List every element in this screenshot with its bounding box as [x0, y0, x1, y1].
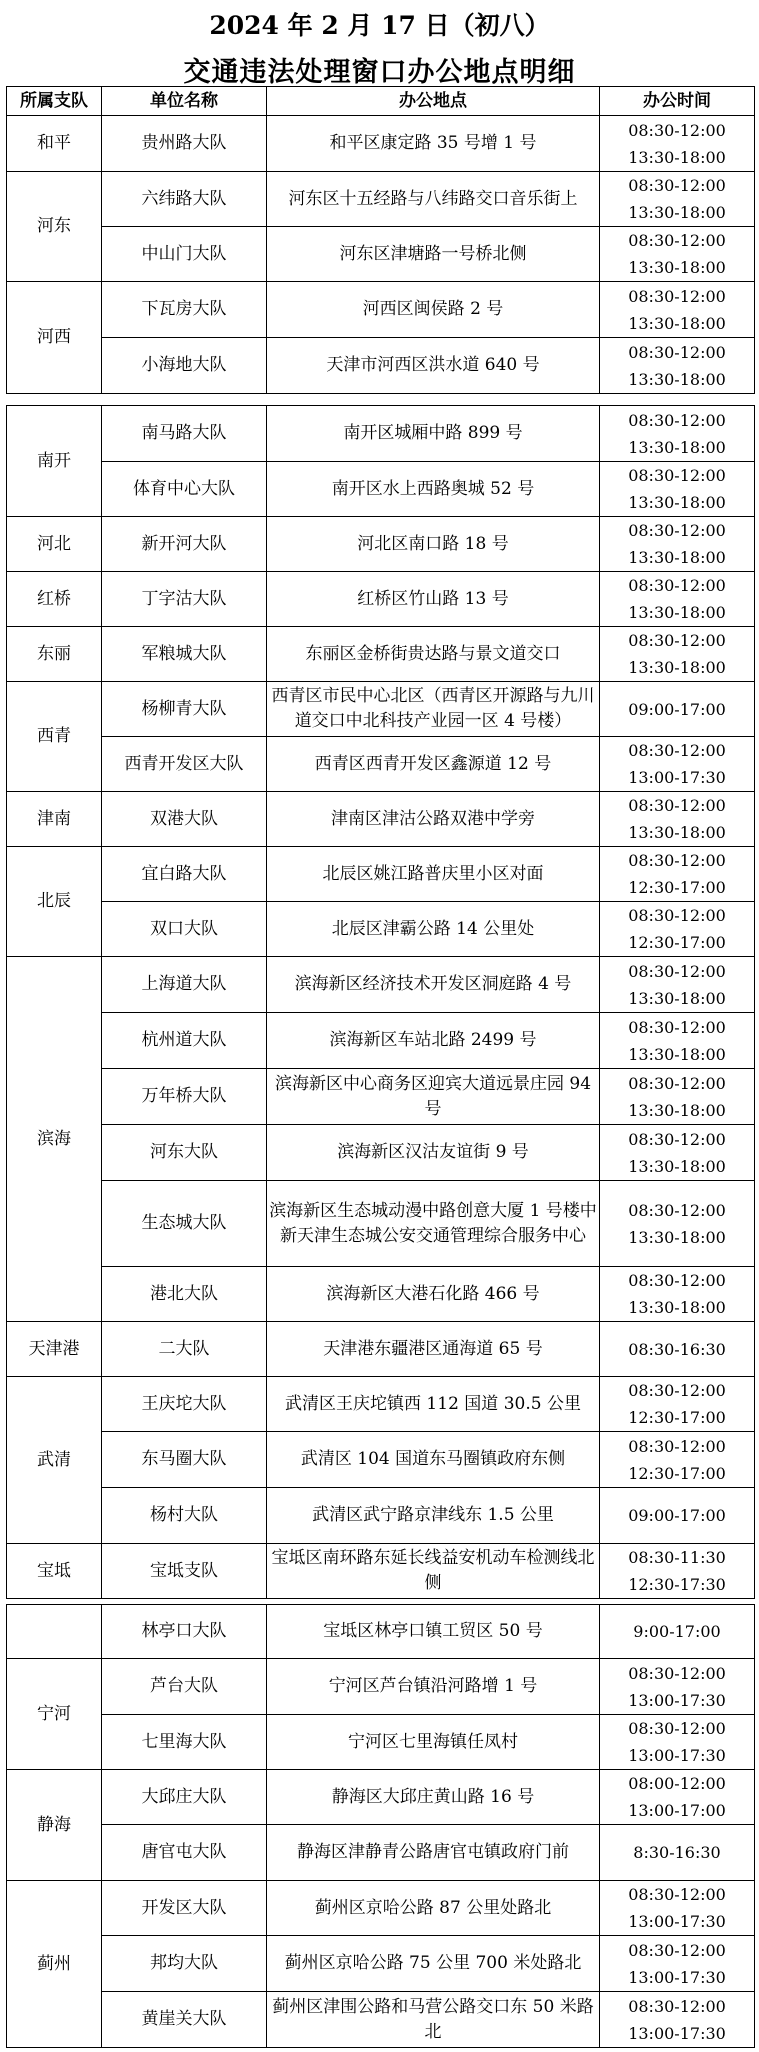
table-row: [7, 227, 755, 282]
address-cell: 滨海新区大港石化路 466 号: [267, 1267, 600, 1322]
district-cell: 北辰: [7, 847, 102, 957]
table-row: [7, 116, 755, 172]
time-line: 12:30-17:00: [628, 1463, 726, 1483]
table-row: [7, 902, 755, 957]
time-line: 12:30-17:00: [628, 933, 726, 952]
time-line: 13:30-18:00: [628, 1100, 726, 1120]
time-line: 13:30-18:00: [628, 603, 726, 622]
unit-cell: 万年桥大队: [102, 1069, 267, 1125]
table-row: [7, 338, 755, 394]
address-cell: 西青区西青开发区鑫源道 12 号: [267, 737, 600, 792]
district-cell: 河西: [7, 282, 102, 394]
address-cell: 静海区大邱庄黄山路 16 号: [267, 1770, 600, 1825]
unit-cell: 邦均大队: [102, 1936, 267, 1992]
address-cell: 河北区南口路 18 号: [267, 517, 600, 572]
time-cell: [600, 172, 755, 227]
time-line: 13:30-18:00: [628, 1298, 726, 1317]
office-table-part-2: [6, 405, 755, 1599]
address-cell: 北辰区姚江路普庆里小区对面: [267, 847, 600, 902]
address-cell: 天津港东疆港区通海道 65 号: [267, 1322, 600, 1377]
unit-cell: 开发区大队: [102, 1881, 267, 1936]
unit-cell: 东马圈大队: [102, 1432, 267, 1488]
time-cell: [600, 1544, 755, 1599]
table-row: [7, 1013, 755, 1069]
time-cell: [600, 792, 755, 847]
table-body: [7, 116, 755, 394]
time-line: 13:00-17:30: [628, 1967, 726, 1987]
time-line: 08:30-12:00: [628, 1436, 726, 1456]
unit-cell: 新开河大队: [102, 517, 267, 572]
time-line: 13:00-17:30: [628, 1912, 726, 1931]
time-line: 9:00-17:00: [633, 1622, 721, 1641]
office-table-part-1: [6, 86, 755, 394]
time-line: 13:30-18:00: [628, 437, 726, 457]
unit-cell: 杨村大队: [102, 1488, 267, 1544]
time-cell: [600, 1488, 755, 1544]
time-cell: [600, 902, 755, 957]
time-line: 13:00-17:00: [628, 1801, 726, 1820]
page-title: 交通违法处理窗口办公地点明细: [183, 57, 576, 88]
unit-cell: 宝坻支队: [102, 1544, 267, 1599]
address-cell: 津南区津沽公路双港中学旁: [267, 792, 600, 847]
time-cell: [600, 338, 755, 394]
address-cell: 静海区津静青公路唐官屯镇政府门前: [267, 1825, 600, 1881]
time-line: 08:30-12:00: [628, 231, 726, 250]
district-cell: 津南: [7, 792, 102, 847]
address-cell: 武清区武宁路京津线东 1.5 公里: [267, 1488, 600, 1544]
district-cell: 蓟州: [7, 1881, 102, 2048]
table-row: [7, 282, 755, 338]
table-row: [7, 1322, 755, 1377]
time-cell: [600, 1432, 755, 1488]
unit-cell: 唐官屯大队: [102, 1825, 267, 1881]
address-cell: 宁河区芦台镇沿河路增 1 号: [267, 1659, 600, 1715]
time-line: 08:30-12:00: [628, 961, 726, 981]
time-cell: [600, 1377, 755, 1432]
unit-cell: 丁字沽大队: [102, 572, 267, 627]
table-row: [7, 957, 755, 1013]
district-cell: 滨海: [7, 957, 102, 1322]
unit-cell: 双港大队: [102, 792, 267, 847]
address-cell: 蓟州区京哈公路 75 公里 700 米处路北: [267, 1936, 600, 1992]
time-cell: [600, 737, 755, 792]
time-cell: [600, 1322, 755, 1377]
time-line: 08:30-12:00: [628, 1719, 726, 1738]
time-line: 08:30-12:00: [628, 342, 726, 362]
time-cell: [600, 406, 755, 462]
address-cell: 蓟州区津围公路和马营公路交口东 50 米路北: [267, 1992, 600, 2048]
address-cell: 河东区津塘路一号桥北侧: [267, 227, 600, 282]
header-time: 办公时间: [600, 87, 755, 116]
district-cell: 河东: [7, 172, 102, 282]
time-cell: [600, 1936, 755, 1992]
time-cell: [600, 1069, 755, 1125]
time-cell: [600, 627, 755, 682]
time-cell: [600, 517, 755, 572]
address-cell: 宁河区七里海镇任凤村: [267, 1715, 600, 1770]
time-line: 12:30-17:30: [628, 1575, 726, 1594]
address-cell: 蓟州区京哈公路 87 公里处路北: [267, 1881, 600, 1936]
time-line: 13:30-18:00: [628, 658, 726, 677]
time-cell: [600, 1770, 755, 1825]
time-line: 13:30-18:00: [628, 493, 726, 512]
unit-cell: 体育中心大队: [102, 462, 267, 517]
time-line: 13:30-18:00: [628, 203, 726, 222]
time-line: 13:00-17:30: [628, 1746, 726, 1765]
time-line: 12:30-17:00: [628, 878, 726, 897]
table-row: [7, 847, 755, 902]
table-row: [7, 1659, 755, 1715]
unit-cell: 生态城大队: [102, 1181, 267, 1267]
time-line: 13:30-18:00: [628, 1044, 726, 1064]
time-cell: [600, 116, 755, 172]
district-cell: 天津港: [7, 1322, 102, 1377]
table-row: [7, 1605, 755, 1659]
time-line: 08:30-11:30: [628, 1548, 726, 1567]
table-row: [7, 572, 755, 627]
district-cell: 宝坻: [7, 1544, 102, 1599]
time-line: 08:30-12:00: [628, 631, 726, 650]
table-body: [7, 406, 755, 1599]
time-line: 13:00-17:30: [628, 2023, 726, 2043]
time-line: 08:30-12:00: [628, 1271, 726, 1290]
address-cell: 北辰区津霸公路 14 公里处: [267, 902, 600, 957]
time-cell: [600, 1881, 755, 1936]
table-row: [7, 517, 755, 572]
table-body: [7, 1605, 755, 2048]
table-row: [7, 172, 755, 227]
time-line: 08:30-12:00: [628, 1017, 726, 1037]
time-line: 13:30-18:00: [628, 369, 726, 389]
time-line: 13:30-18:00: [628, 548, 726, 567]
unit-cell: 上海道大队: [102, 957, 267, 1013]
address-cell: 天津市河西区洪水道 640 号: [267, 338, 600, 394]
unit-cell: 杭州道大队: [102, 1013, 267, 1069]
time-line: 8:30-16:30: [633, 1843, 721, 1862]
address-cell: 滨海新区中心商务区迎宾大道远景庄园 94 号: [267, 1069, 600, 1125]
address-cell: 西青区市民中心北区（西青区开源路与九川道交口中北科技产业园一区 4 号楼）: [267, 682, 600, 737]
table-row: [7, 1267, 755, 1322]
table-row: [7, 1432, 755, 1488]
time-line: 08:30-12:00: [628, 741, 726, 760]
time-line: 13:30-18:00: [628, 313, 726, 333]
address-cell: 南开区城厢中路 899 号: [267, 406, 600, 462]
address-cell: 东丽区金桥街贵达路与景文道交口: [267, 627, 600, 682]
time-line: 08:30-12:00: [628, 1996, 726, 2016]
time-cell: [600, 227, 755, 282]
unit-cell: 港北大队: [102, 1267, 267, 1322]
time-line: 08:30-12:00: [628, 576, 726, 595]
time-cell: [600, 682, 755, 737]
unit-cell: 西青开发区大队: [102, 737, 267, 792]
table-row: [7, 792, 755, 847]
table-row: [7, 1544, 755, 1599]
time-line: 08:30-12:00: [628, 1381, 726, 1400]
time-line: 08:30-12:00: [628, 1663, 726, 1683]
time-line: 08:00-12:00: [628, 1774, 726, 1793]
table-row: [7, 627, 755, 682]
time-cell: [600, 847, 755, 902]
unit-cell: 林亭口大队: [102, 1605, 267, 1659]
unit-cell: 河东大队: [102, 1125, 267, 1181]
table-row: [7, 1936, 755, 1992]
time-line: 08:30-12:00: [628, 466, 726, 485]
time-cell: [600, 1992, 755, 2048]
header-unit: 单位名称: [102, 87, 267, 116]
table-row: [7, 1825, 755, 1881]
table-row: [7, 1125, 755, 1181]
address-cell: 滨海新区汉沽友谊街 9 号: [267, 1125, 600, 1181]
unit-cell: 杨柳青大队: [102, 682, 267, 737]
time-line: 13:00-17:30: [628, 768, 726, 787]
time-line: 13:30-18:00: [628, 1227, 726, 1247]
time-line: 12:30-17:00: [628, 1408, 726, 1427]
address-cell: 滨海新区经济技术开发区洞庭路 4 号: [267, 957, 600, 1013]
table-row: [7, 1181, 755, 1267]
time-line: 13:30-18:00: [628, 823, 726, 842]
time-cell: [600, 1267, 755, 1322]
unit-cell: 下瓦房大队: [102, 282, 267, 338]
table-row: [7, 406, 755, 462]
date-title: 2024 年 2 月 17 日（初八）: [209, 11, 550, 40]
table-row: [7, 1069, 755, 1125]
address-cell: 河东区十五经路与八纬路交口音乐街上: [267, 172, 600, 227]
table-header-row: [7, 87, 755, 116]
header-address: 办公地点: [267, 87, 600, 116]
table-row: [7, 1715, 755, 1770]
unit-cell: 宜白路大队: [102, 847, 267, 902]
table-row: [7, 1377, 755, 1432]
unit-cell: 大邱庄大队: [102, 1770, 267, 1825]
header-district: 所属支队: [7, 87, 102, 116]
time-line: 13:30-18:00: [628, 258, 726, 277]
address-cell: 南开区水上西路奥城 52 号: [267, 462, 600, 517]
district-cell: 和平: [7, 116, 102, 172]
time-line: 09:00-17:00: [628, 699, 726, 719]
time-cell: [600, 1605, 755, 1659]
time-line: 08:30-12:00: [628, 120, 726, 140]
district-cell: 西青: [7, 682, 102, 792]
address-cell: 宝坻区南环路东延长线益安机动车检测线北侧: [267, 1544, 600, 1599]
time-line: 08:30-12:00: [628, 286, 726, 306]
unit-cell: 南马路大队: [102, 406, 267, 462]
time-line: 13:00-17:30: [628, 1690, 726, 1710]
time-cell: [600, 1825, 755, 1881]
unit-cell: 王庆坨大队: [102, 1377, 267, 1432]
time-line: 08:30-16:30: [628, 1339, 726, 1359]
address-cell: 和平区康定路 35 号增 1 号: [267, 116, 600, 172]
time-cell: [600, 1125, 755, 1181]
time-line: 13:30-18:00: [628, 1156, 726, 1176]
address-cell: 河西区闽侯路 2 号: [267, 282, 600, 338]
table-row: [7, 1881, 755, 1936]
time-line: 08:30-12:00: [628, 796, 726, 815]
time-line: 08:30-12:00: [628, 1200, 726, 1220]
table-row: [7, 1992, 755, 2048]
unit-cell: 中山门大队: [102, 227, 267, 282]
office-table-part-3: [6, 1604, 755, 2048]
address-cell: 红桥区竹山路 13 号: [267, 572, 600, 627]
district-cell: 武清: [7, 1377, 102, 1544]
time-line: 08:30-12:00: [628, 1073, 726, 1093]
district-cell: 宁河: [7, 1659, 102, 1770]
time-line: 08:30-12:00: [628, 851, 726, 870]
unit-cell: 七里海大队: [102, 1715, 267, 1770]
table-row: [7, 462, 755, 517]
address-cell: 宝坻区林亭口镇工贸区 50 号: [267, 1605, 600, 1659]
address-cell: 滨海新区车站北路 2499 号: [267, 1013, 600, 1069]
unit-cell: 二大队: [102, 1322, 267, 1377]
time-cell: [600, 1715, 755, 1770]
time-cell: [600, 572, 755, 627]
address-cell: 武清区王庆坨镇西 112 国道 30.5 公里: [267, 1377, 600, 1432]
unit-cell: 芦台大队: [102, 1659, 267, 1715]
time-line: 08:30-12:00: [628, 1885, 726, 1904]
address-cell: 武清区 104 国道东马圈镇政府东侧: [267, 1432, 600, 1488]
time-cell: [600, 957, 755, 1013]
time-line: 13:30-18:00: [628, 147, 726, 167]
time-line: 08:30-12:00: [628, 410, 726, 430]
time-cell: [600, 1013, 755, 1069]
district-cell: 河北: [7, 517, 102, 572]
time-line: 08:30-12:00: [628, 906, 726, 925]
time-line: 08:30-12:00: [628, 176, 726, 195]
unit-cell: 小海地大队: [102, 338, 267, 394]
unit-cell: 贵州路大队: [102, 116, 267, 172]
table-row: [7, 1770, 755, 1825]
time-line: 08:30-12:00: [628, 521, 726, 540]
district-cell: 东丽: [7, 627, 102, 682]
time-cell: [600, 282, 755, 338]
unit-cell: 黄崖关大队: [102, 1992, 267, 2048]
time-cell: [600, 1181, 755, 1267]
table-row: [7, 682, 755, 737]
unit-cell: 军粮城大队: [102, 627, 267, 682]
district-cell: [7, 1605, 102, 1659]
time-line: 13:30-18:00: [628, 988, 726, 1008]
table-row: [7, 737, 755, 792]
unit-cell: 六纬路大队: [102, 172, 267, 227]
time-cell: [600, 462, 755, 517]
district-cell: 红桥: [7, 572, 102, 627]
table-row: [7, 1488, 755, 1544]
unit-cell: 双口大队: [102, 902, 267, 957]
time-line: 08:30-12:00: [628, 1129, 726, 1149]
address-cell: 滨海新区生态城动漫中路创意大厦 1 号楼中新天津生态城公安交通管理综合服务中心: [267, 1181, 600, 1267]
time-line: 09:00-17:00: [628, 1506, 726, 1525]
time-line: 08:30-12:00: [628, 1940, 726, 1960]
district-cell: 南开: [7, 406, 102, 517]
district-cell: 静海: [7, 1770, 102, 1881]
time-cell: [600, 1659, 755, 1715]
